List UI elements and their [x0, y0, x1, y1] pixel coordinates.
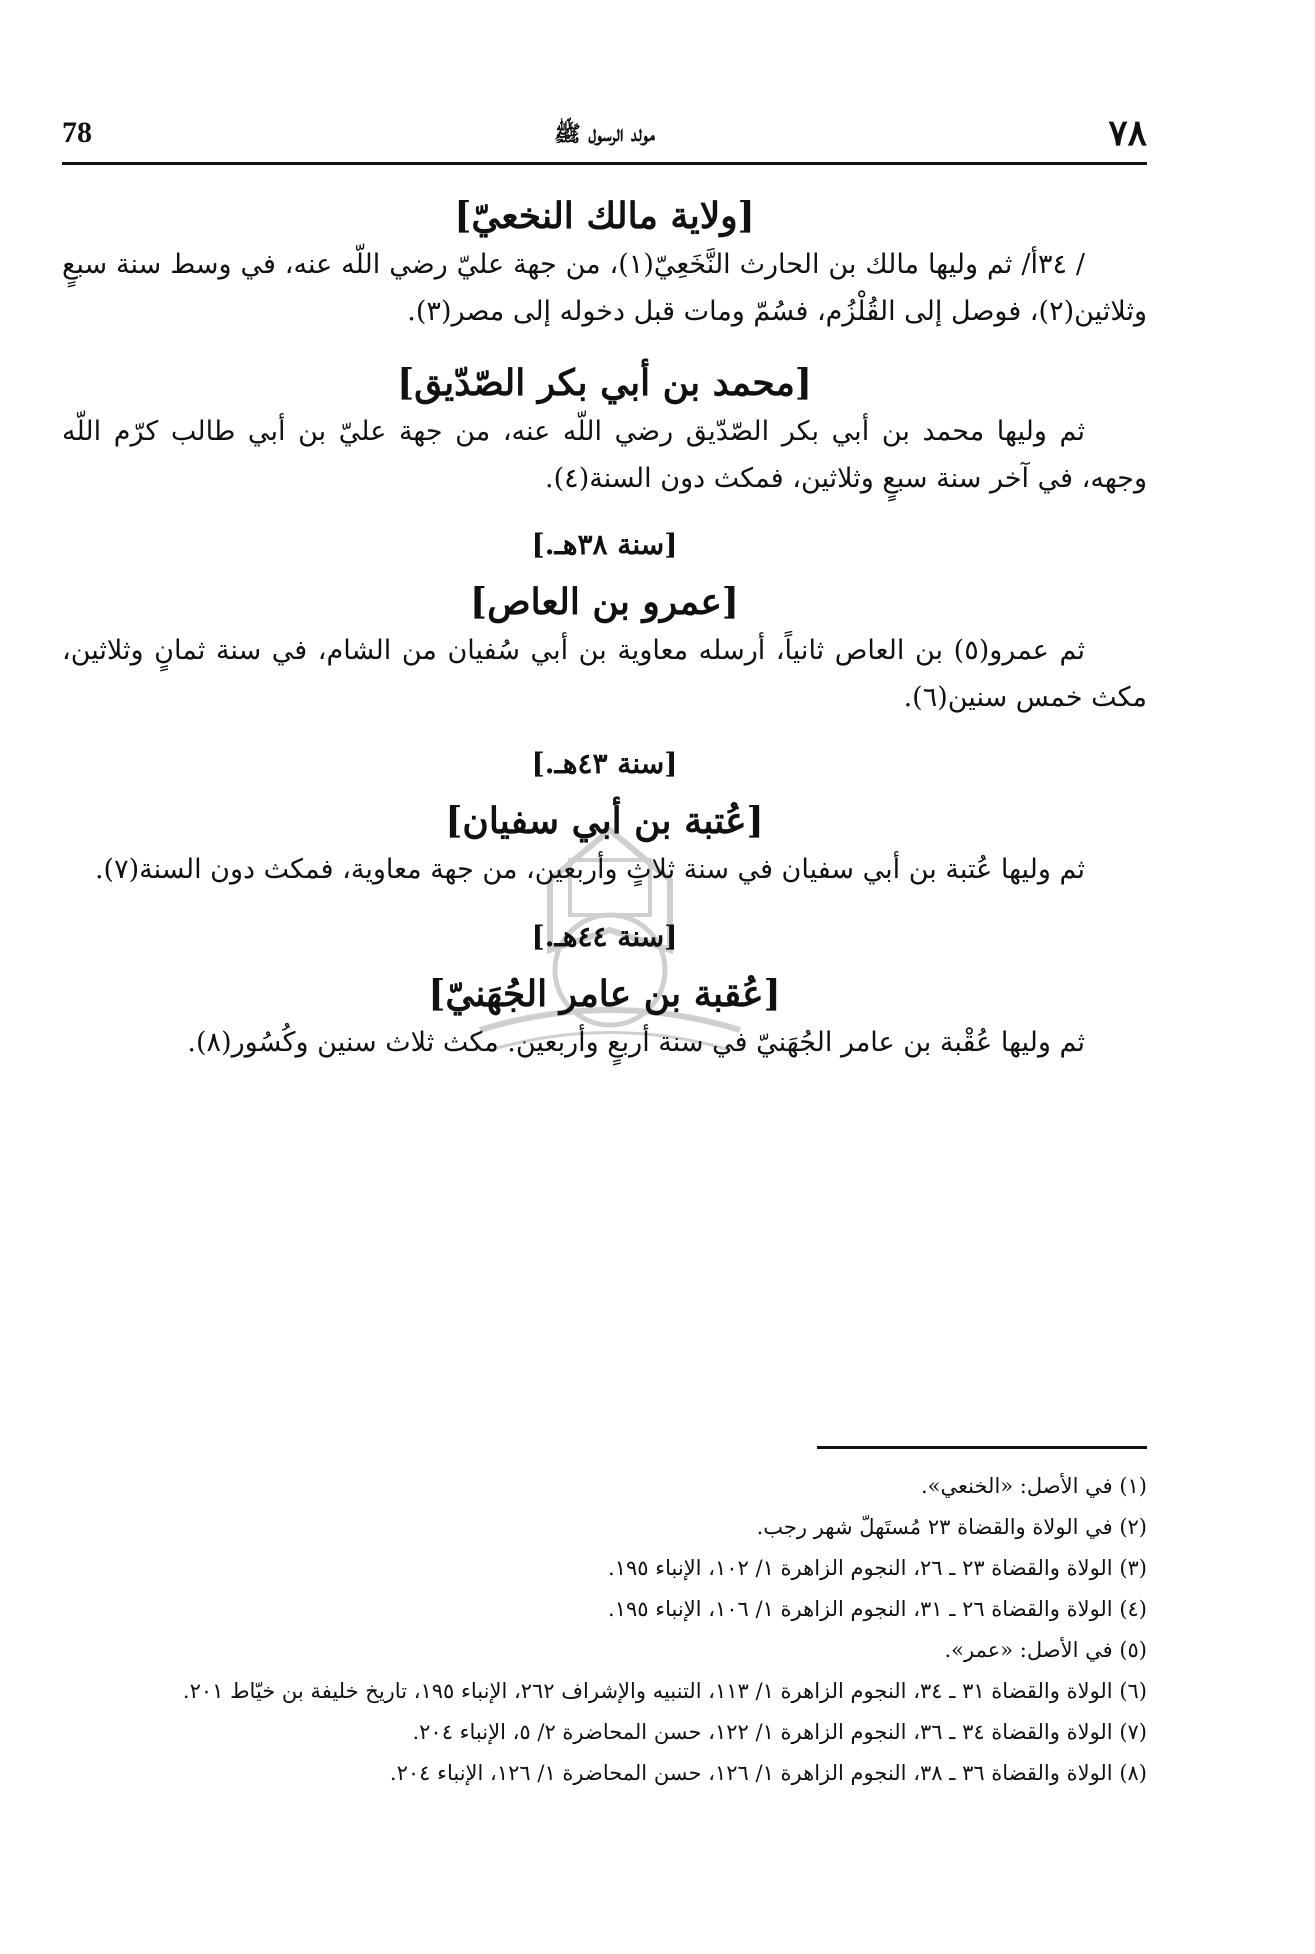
header-rule — [62, 162, 1147, 165]
footnote-7: (٧) الولاة والقضاة ٣٤ ـ ٣٦، النجوم الزاهرة ١/ ١٢٢، حسن المحاضرة ٢/ ٥، الإنباء ٢٠٤. — [412, 1719, 1147, 1744]
paragraph-uqba: ثم وليها عُقْبة بن عامر الجُهَنيّ في سنة أربعٍ وأربعين. مكث ثلاث سنين وكُسُور(٨). — [187, 1027, 1085, 1058]
footnote-1: (١) في الأصل: «الخنعي». — [921, 1474, 1147, 1498]
page-number-latin: 78 — [62, 116, 92, 149]
footnote-2: (٢) في الولاة والقضاة ٢٣ مُستَهلّ شهر رجب. — [756, 1514, 1147, 1539]
paragraph-malik: / ٣٤أ/ ثم وليها مالك بن الحارث النَّخَعِيّ(١)، من جهة عليّ رضي اللّه عنه، في وسط سنة سبعٍ وثلاثين(٢)، فوصل إلى القُلْزُم، فسُمّ ومات قبل دخوله إلى مصر(٣). — [62, 249, 1147, 327]
footnote-8: (٨) الولاة والقضاة ٣٦ ـ ٣٨، النجوم الزاهرة ١/ ١٢٦، حسن المحاضرة ١/ ١٢٦، الإنباء ٢٠٤. — [389, 1760, 1147, 1785]
year-heading-38: [سنة ٣٨هـ.] — [531, 528, 678, 562]
footnote-4: (٤) الولاة والقضاة ٢٦ ـ ٣١، النجوم الزاهرة ١/ ١٠٦، الإنباء ١٩٥. — [608, 1596, 1147, 1621]
year-heading-43: [سنة ٤٣هـ.] — [531, 747, 678, 781]
footnote-5: (٥) في الأصل: «عمر». — [944, 1637, 1147, 1662]
footnote-3: (٣) الولاة والقضاة ٢٣ ـ ٢٦، النجوم الزاهرة ١/ ١٠٢، الإنباء ١٩٥. — [608, 1555, 1147, 1580]
section-heading-malik: [ولاية مالك النخعيّ] — [454, 195, 755, 237]
paragraph-utba: ثم وليها عُتبة بن أبي سفيان في سنة ثلاثٍ وأربعين، من جهة معاوية، فمكث دون السنة(٧). — [94, 854, 1085, 886]
main-text — [62, 190, 1147, 1066]
footnote-rule — [817, 1446, 1147, 1449]
page-header — [62, 112, 1147, 158]
paragraph-amr: ثم عمرو(٥) بن العاص ثانياً، أرسله معاوية بن أبي سُفيان من الشام، في سنة ثمانٍ وثلاثين، مكث خمس سنين(٦). — [62, 635, 1147, 713]
section-heading-utba: [عُتبة بن أبي سفيان] — [445, 800, 764, 843]
section-heading-muhammad: [محمد بن أبي بكر الصّدّيق] — [397, 362, 812, 405]
section-heading-uqba: [عُقبة بن عامر الجُهَنيّ] — [428, 972, 781, 1015]
paragraph-muhammad: ثم وليها محمد بن أبي بكر الصّدّيق رضي اللّه عنه، من جهة عليّ بن أبي طالب كرّم اللّه وجهه، في آخر سنة سبعٍ وثلاثين، فمكث دون السنة(٤). — [62, 416, 1147, 494]
running-title: مولد الرسول ﷺ — [554, 121, 655, 147]
footnotes — [62, 1466, 1147, 1794]
page-number-arabic: ٧٨ — [1108, 112, 1147, 154]
year-heading-44: [سنة ٤٤هـ.] — [531, 919, 678, 953]
section-heading-amr: [عمرو بن العاص] — [470, 581, 739, 624]
footnote-6: (٦) الولاة والقضاة ٣١ ـ ٣٤، النجوم الزاهرة ١/ ١١٣، التنبيه والإشراف ٢٦٢، الإنباء ١٩٥، تاريخ خليفة بن خيّاط ٢٠١. — [182, 1678, 1147, 1703]
